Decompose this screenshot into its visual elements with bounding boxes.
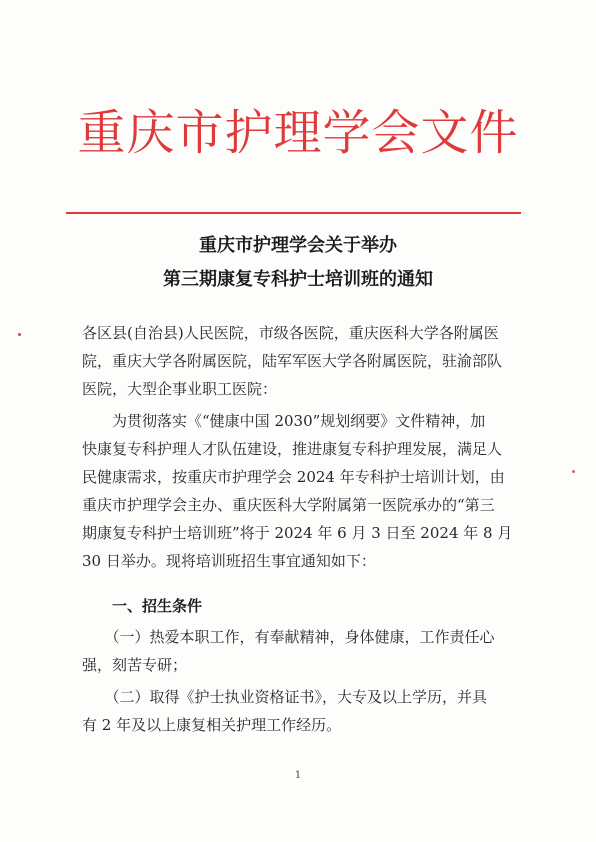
section-heading-enrollment: 一、招生条件	[112, 597, 203, 615]
intro-paragraph	[82, 407, 522, 575]
condition-line: 有 2 年及以上康复相关护理工作经历。	[82, 716, 342, 734]
intro-line: 为贯彻落实《“健康中国 2030”规划纲要》文件精神，加	[82, 412, 486, 430]
notice-title-line-2: 第三期康复专科护士培训班的通知	[163, 269, 433, 290]
notice-title-line-1: 重庆市护理学会关于举办	[199, 235, 397, 256]
page-number: 1	[294, 770, 302, 781]
addressee-paragraph	[82, 319, 522, 403]
intro-line: 重庆市护理学会主办、重庆医科大学附属第一医院承办的“第三	[82, 496, 495, 514]
intro-line: 30 日举办。现将培训班招生事宜通知如下：	[82, 552, 376, 570]
intro-line: 民健康需求，按重庆市护理学会 2024 年专科护士培训计划，由	[82, 468, 505, 486]
scan-speck	[18, 333, 21, 336]
condition-1-paragraph	[82, 623, 522, 679]
addressee-line: 医院，大型企事业职工医院：	[82, 380, 278, 398]
condition-line: 强，刻苦专研；	[82, 656, 188, 674]
addressee-line: 院，重庆大学各附属医院，陆军军医大学各附属医院，驻渝部队	[82, 352, 503, 370]
scan-speck	[572, 470, 575, 473]
addressee-line: 各区县(自治县)人民医院，市级各医院，重庆医科大学各附属医	[82, 324, 499, 342]
header-red-rule	[66, 212, 521, 214]
intro-line: 快康复专科护理人才队伍建设，推进康复专科护理发展，满足人	[82, 440, 503, 458]
condition-line: （一）热爱本职工作，有奉献精神，身体健康，工作责任心	[82, 628, 495, 646]
condition-2-paragraph	[82, 683, 522, 739]
intro-line: 期康复专科护士培训班”将于 2024 年 6 月 3 日至 2024 年 8 月	[82, 524, 513, 542]
document-header-title: 重庆市护理学会文件	[77, 105, 519, 161]
condition-line: （二）取得《护士执业资格证书》，大专及以上学历，并具	[82, 688, 488, 706]
